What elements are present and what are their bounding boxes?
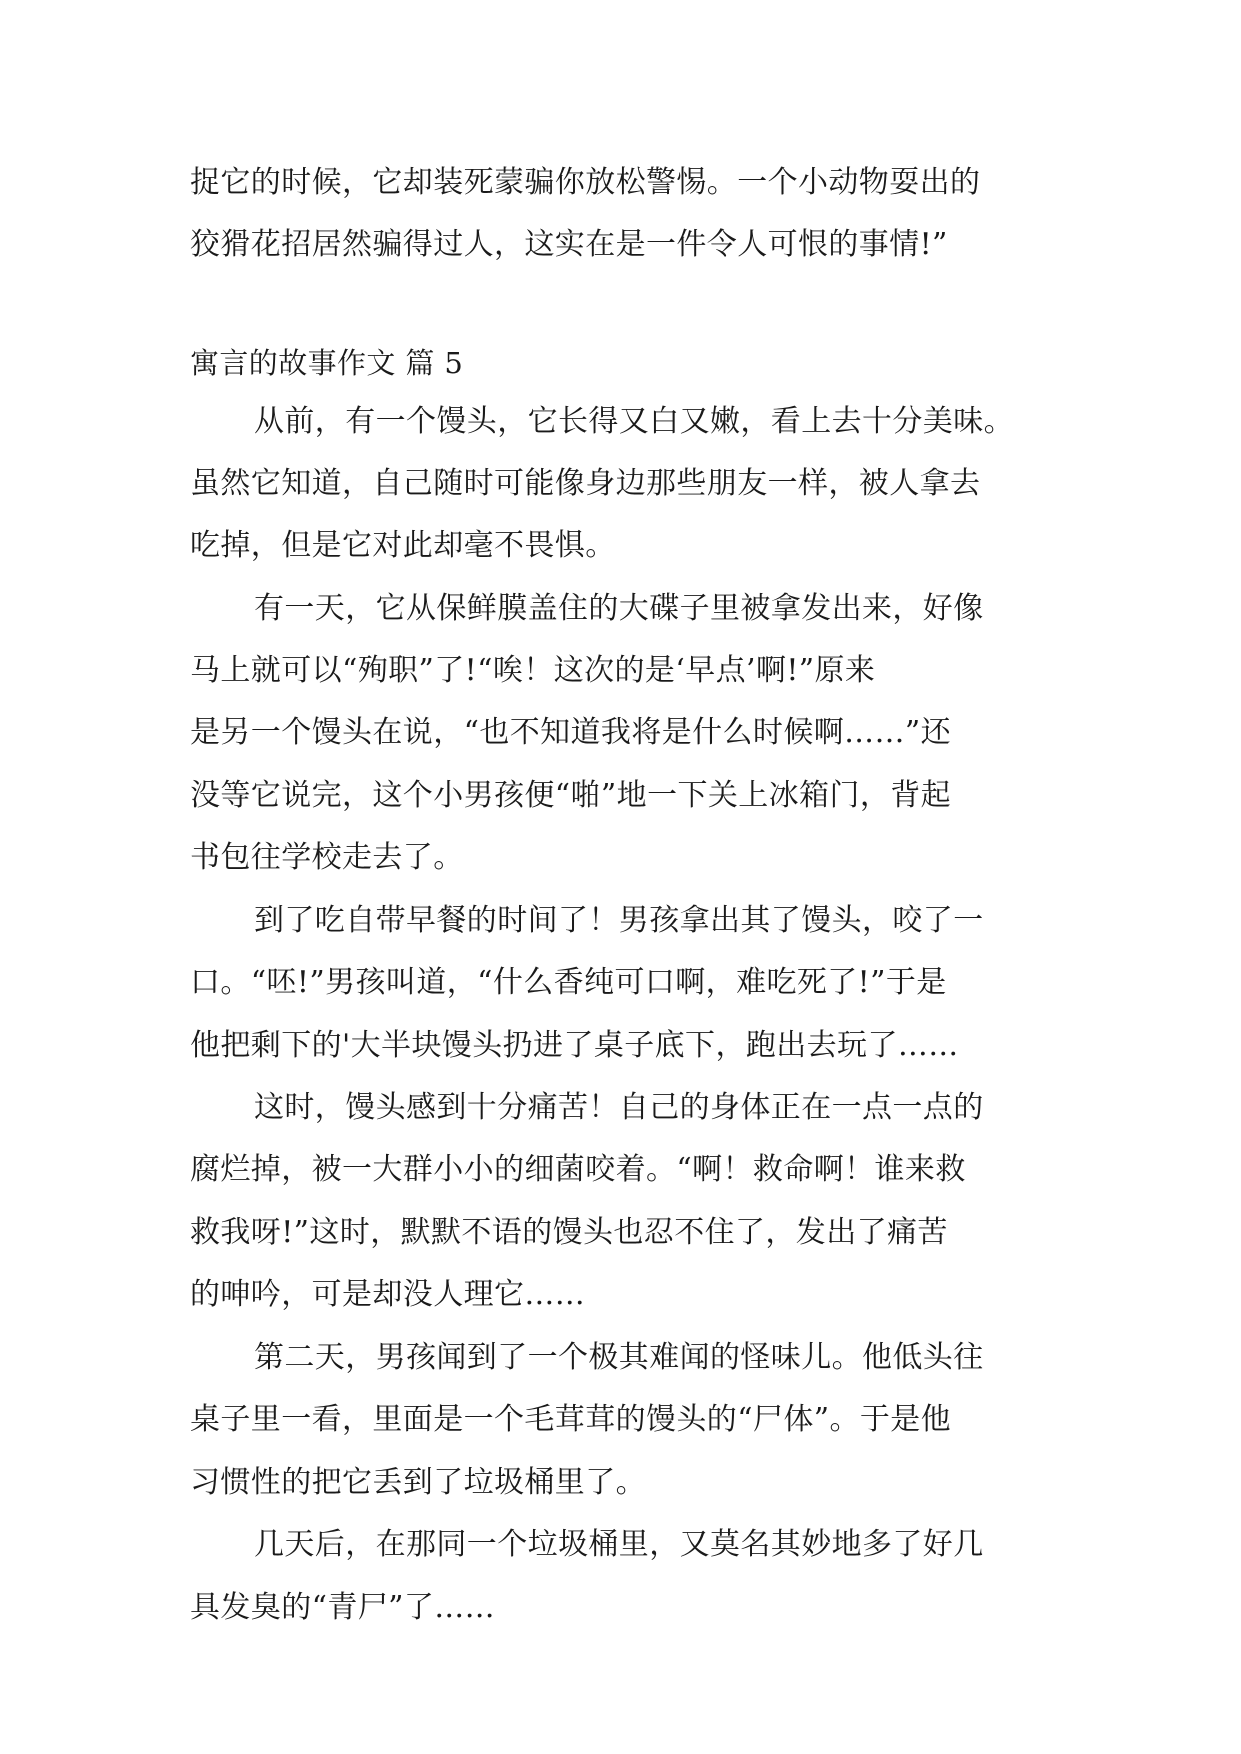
paragraph-line: 到了吃自带早餐的时间了！男孩拿出其了馒头，咬了一 — [254, 903, 984, 938]
paragraph-line: 这时，馒头感到十分痛苦！自己的身体正在一点一点的 — [254, 1090, 984, 1125]
paragraph-line: 的呻吟，可是却没人理它…… — [190, 1277, 586, 1312]
section-title: 寓言的故事作文 篇 5 — [190, 346, 464, 380]
paragraph-line: 他把剩下的'大半块馒头扔进了桌子底下，跑出去玩了…… — [190, 1028, 959, 1063]
paragraph-line: 桌子里一看，里面是一个毛茸茸的馒头的“尸体”。于是他 — [190, 1402, 952, 1437]
paragraph-line: 从前，有一个馒头，它长得又白又嫩，看上去十分美味。 — [254, 404, 1014, 439]
paragraph-line: 吃掉，但是它对此却毫不畏惧。 — [190, 528, 616, 563]
paragraph-line: 是另一个馒头在说，“也不知道我将是什么时候啊……”还 — [190, 715, 952, 750]
paragraph-line: 有一天，它从保鲜膜盖住的大碟子里被拿发出来，好像 — [254, 591, 984, 626]
text-line: 狡猾花招居然骗得过人，这实在是一件令人可恨的事情!” — [190, 227, 948, 262]
paragraph-line: 救我呀!”这时，默默不语的馒头也忍不住了，发出了痛苦 — [190, 1215, 948, 1250]
paragraph-line: 腐烂掉，被一大群小小的细菌咬着。“啊！救命啊！谁来救 — [190, 1152, 966, 1187]
paragraph-line: 第二天，男孩闻到了一个极其难闻的怪味儿。他低头往 — [254, 1340, 984, 1375]
paragraph-line: 虽然它知道，自己随时可能像身边那些朋友一样，被人拿去 — [190, 466, 981, 501]
paragraph-line: 马上就可以“殉职”了!“唉！这次的是‘早点’啊!”原来 — [190, 653, 876, 688]
paragraph-line: 习惯性的把它丢到了垃圾桶里了。 — [190, 1465, 646, 1500]
paragraph-line: 书包往学校走去了。 — [190, 840, 464, 875]
paragraph-line: 几天后，在那同一个垃圾桶里，又莫名其妙地多了好几 — [254, 1527, 984, 1562]
text-line: 捉它的时候，它却装死蒙骗你放松警惕。一个小动物耍出的 — [190, 165, 981, 200]
paragraph-line: 具发臭的“青尸”了…… — [190, 1590, 496, 1625]
paragraph-line: 口。“呸!”男孩叫道，“什么香纯可口啊，难吃死了!”于是 — [190, 965, 947, 1000]
paragraph-line: 没等它说完，这个小男孩便“啪”地一下关上冰箱门，背起 — [190, 778, 952, 813]
